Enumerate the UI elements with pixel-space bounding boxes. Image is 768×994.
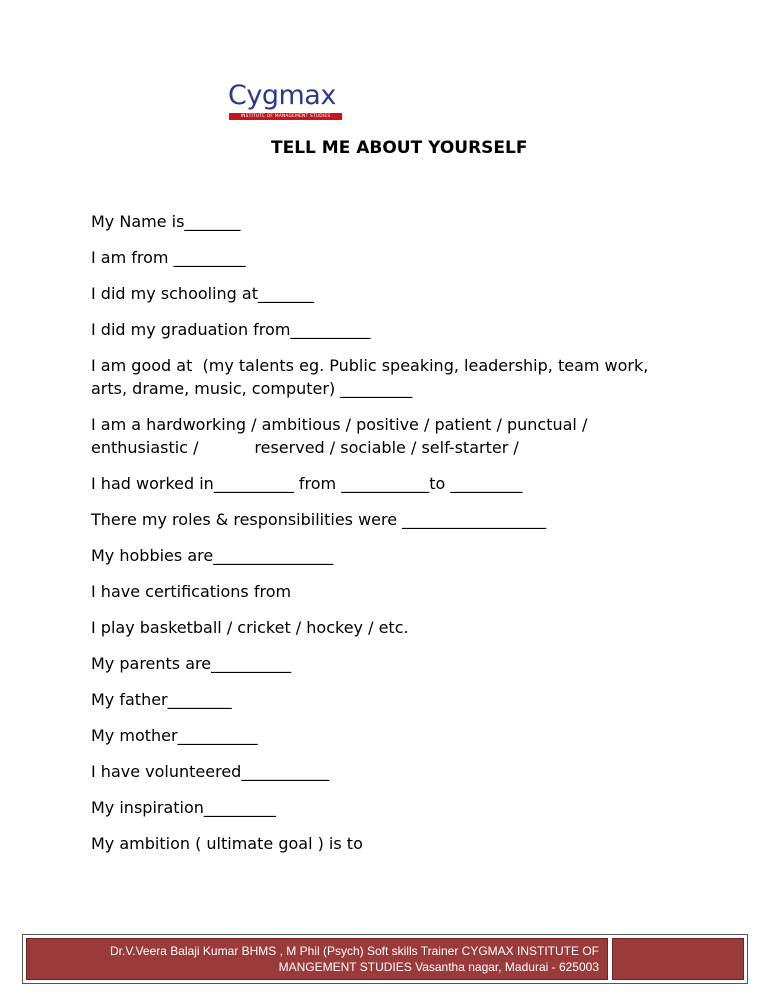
- footer-text: [29, 943, 599, 975]
- line-talents-part1: I am good at (my talents eg. Public speaking, leadership, team work,: [91, 356, 649, 375]
- line-hobbies: My hobbies are_______________: [91, 546, 334, 565]
- footer: [22, 934, 748, 984]
- line-graduation: I did my graduation from__________: [91, 320, 371, 339]
- line-volunteered: I have volunteered___________: [91, 762, 330, 781]
- page-title: TELL ME ABOUT YOURSELF: [271, 138, 528, 158]
- line-from: I am from _________: [91, 248, 246, 267]
- line-certifications: I have certifications from: [91, 582, 292, 601]
- line-mother: My mother__________: [91, 726, 258, 745]
- logo-wordmark: Cygmax: [228, 80, 336, 111]
- line-inspiration: My inspiration_________: [91, 798, 276, 817]
- logo-subtitle: INSTITUTE OF MANAGEMENT STUDIES: [240, 114, 331, 119]
- footer-accent-box: [612, 938, 744, 980]
- footer-text-box: [26, 938, 608, 980]
- cygmax-logo: [228, 80, 344, 122]
- form-lines: [91, 210, 731, 868]
- line-traits: [91, 413, 731, 459]
- line-father: My father________: [91, 690, 232, 709]
- line-talents: [91, 354, 731, 400]
- footer-line-1: Dr.V.Veera Balaji Kumar BHMS , M Phil (Psych) Soft skills Trainer CYGMAX INSTITUTE OF: [109, 944, 599, 958]
- line-parents: My parents are__________: [91, 654, 292, 673]
- line-worked: I had worked in__________ from ___________to _________: [91, 474, 523, 493]
- line-schooling: I did my schooling at_______: [91, 284, 314, 303]
- line-name: My Name is_______: [91, 212, 241, 231]
- line-ambition: My ambition ( ultimate goal ) is to: [91, 834, 363, 853]
- line-traits-part1: I am a hardworking / ambitious / positive / patient / punctual /: [91, 415, 588, 434]
- line-traits-part2: enthusiastic / reserved / sociable / self-starter /: [91, 438, 519, 457]
- line-sports: I play basketball / cricket / hockey / etc.: [91, 618, 409, 637]
- footer-line-2: MANGEMENT STUDIES Vasantha nagar, Madurai - 625003: [278, 960, 599, 974]
- line-talents-part2: arts, drame, music, computer) _________: [91, 379, 413, 398]
- line-roles: There my roles & responsibilities were __________________: [91, 510, 547, 529]
